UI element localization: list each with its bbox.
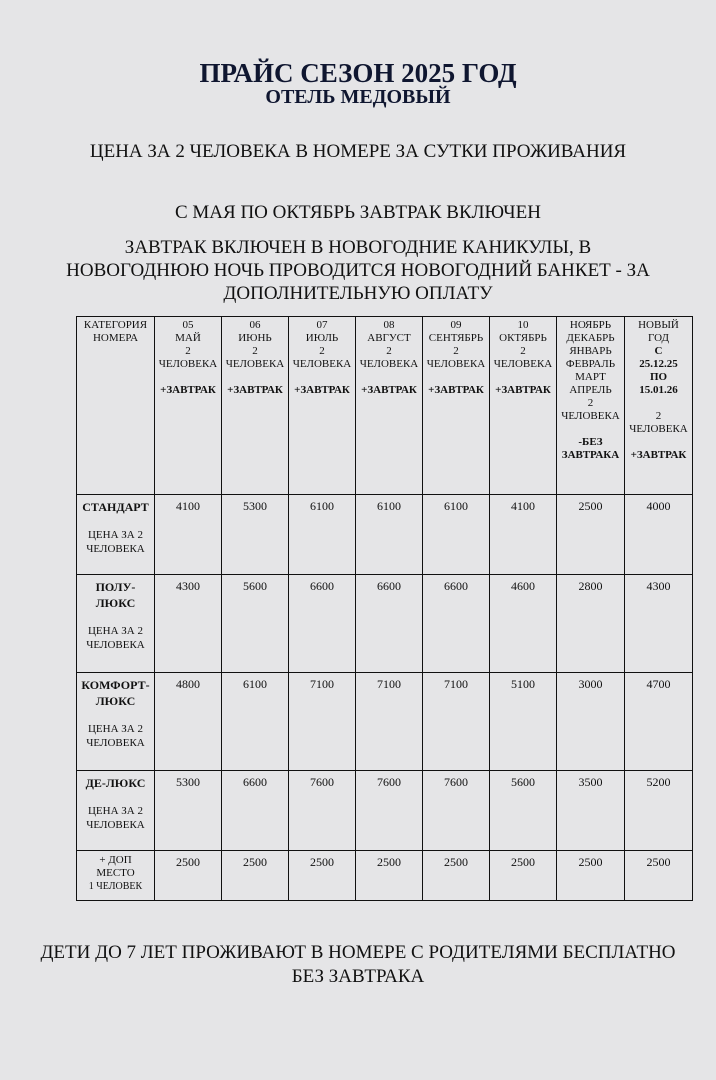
breakfast-note: С МАЯ ПО ОКТЯБРЬ ЗАВТРАК ВКЛЮЧЕН — [174, 202, 541, 223]
column-header-may: 05 МАЙ 2 ЧЕЛОВЕКА +ЗАВТРАК — [155, 317, 222, 495]
table-row-standard — [77, 495, 693, 575]
price-cell: 5200 — [625, 771, 693, 851]
category-cell: ДЕ-ЛЮКС ЦЕНА ЗА 2 ЧЕЛОВЕКА — [77, 771, 155, 851]
column-header-july: 07 ИЮЛЬ 2 ЧЕЛОВЕКА +ЗАВТРАК — [289, 317, 356, 495]
price-cell: 2500 — [155, 851, 222, 901]
table-row-extra-bed — [77, 851, 693, 901]
new-year-note: ЗАВТРАК ВКЛЮЧЕН В НОВОГОДНИЕ КАНИКУЛЫ, В НОВОГОДНЮЮ НОЧЬ ПРОВОДИТСЯ НОВОГОДНИЙ БАНКЕТ - ЗА ДОПОЛНИТЕЛЬНУЮ ОПЛАТУ — [66, 237, 650, 304]
price-cell: 7100 — [423, 673, 490, 771]
price-cell: 2500 — [557, 495, 625, 575]
price-cell: 4700 — [625, 673, 693, 771]
price-cell: 7100 — [289, 673, 356, 771]
category-header: КАТЕГОРИЯ НОМЕРА — [77, 317, 155, 495]
price-cell: 5600 — [222, 575, 289, 673]
price-cell: 6600 — [423, 575, 490, 673]
column-header-new-year: НОВЫЙ ГОД С 25.12.25 ПО 15.01.26 2 ЧЕЛОВЕКА +ЗАВТРАК — [625, 317, 693, 495]
price-cell: 7600 — [423, 771, 490, 851]
price-cell: 4100 — [155, 495, 222, 575]
table-header-row — [77, 317, 693, 495]
price-table — [76, 316, 693, 901]
price-cell: 2500 — [557, 851, 625, 901]
column-header-august: 08 АВГУСТ 2 ЧЕЛОВЕКА +ЗАВТРАК — [356, 317, 423, 495]
category-cell: КОМФОРТ-ЛЮКС ЦЕНА ЗА 2 ЧЕЛОВЕКА — [77, 673, 155, 771]
price-cell: 5300 — [155, 771, 222, 851]
category-cell: СТАНДАРТ ЦЕНА ЗА 2 ЧЕЛОВЕКА — [77, 495, 155, 575]
column-header-june: 06 ИЮНЬ 2 ЧЕЛОВЕКА +ЗАВТРАК — [222, 317, 289, 495]
price-cell: 7100 — [356, 673, 423, 771]
price-cell: 7600 — [289, 771, 356, 851]
children-note: ДЕТИ ДО 7 ЛЕТ ПРОЖИВАЮТ В НОМЕРЕ С РОДИТЕЛЯМИ БЕСПЛАТНО БЕЗ ЗАВТРАКА — [40, 942, 676, 987]
price-cell: 6100 — [356, 495, 423, 575]
price-cell: 2500 — [222, 851, 289, 901]
price-cell: 5100 — [490, 673, 557, 771]
table-row-comfort-lux — [77, 673, 693, 771]
price-basis-note: ЦЕНА ЗА 2 ЧЕЛОВЕКА В НОМЕРЕ ЗА СУТКИ ПРОЖИВАНИЯ — [89, 141, 627, 162]
extra-bed-cell: + ДОП МЕСТО 1 ЧЕЛОВЕК — [77, 851, 155, 901]
price-cell: 4300 — [625, 575, 693, 673]
price-cell: 4800 — [155, 673, 222, 771]
hotel-name: ОТЕЛЬ МЕДОВЫЙ — [265, 86, 451, 108]
price-cell: 2500 — [625, 851, 693, 901]
price-cell: 6100 — [289, 495, 356, 575]
price-cell: 5600 — [490, 771, 557, 851]
price-cell: 4300 — [155, 575, 222, 673]
price-cell: 2500 — [490, 851, 557, 901]
price-cell: 4000 — [625, 495, 693, 575]
price-cell: 7600 — [356, 771, 423, 851]
column-header-september: 09 СЕНТЯБРЬ 2 ЧЕЛОВЕКА +ЗАВТРАК — [423, 317, 490, 495]
price-cell: 4600 — [490, 575, 557, 673]
column-header-october: 10 ОКТЯБРЬ 2 ЧЕЛОВЕКА +ЗАВТРАК — [490, 317, 557, 495]
price-cell: 2500 — [356, 851, 423, 901]
price-cell: 2500 — [289, 851, 356, 901]
price-cell: 3500 — [557, 771, 625, 851]
table-row-de-lux — [77, 771, 693, 851]
price-cell: 5300 — [222, 495, 289, 575]
column-header-off-season: НОЯБРЬ ДЕКАБРЬ ЯНВАРЬ ФЕВРАЛЬ МАРТ АПРЕЛЬ 2 ЧЕЛОВЕКА -БЕЗ ЗАВТРАКА — [557, 317, 625, 495]
price-cell: 6600 — [222, 771, 289, 851]
price-cell: 6600 — [356, 575, 423, 673]
price-cell: 6600 — [289, 575, 356, 673]
price-cell: 6100 — [222, 673, 289, 771]
price-cell: 4100 — [490, 495, 557, 575]
price-cell: 2500 — [423, 851, 490, 901]
price-cell: 6100 — [423, 495, 490, 575]
table-row-semi-lux — [77, 575, 693, 673]
page-title: ПРАЙС СЕЗОН 2025 ГОД — [199, 58, 517, 88]
price-cell: 3000 — [557, 673, 625, 771]
category-cell: ПОЛУ-ЛЮКС ЦЕНА ЗА 2 ЧЕЛОВЕКА — [77, 575, 155, 673]
price-cell: 2800 — [557, 575, 625, 673]
